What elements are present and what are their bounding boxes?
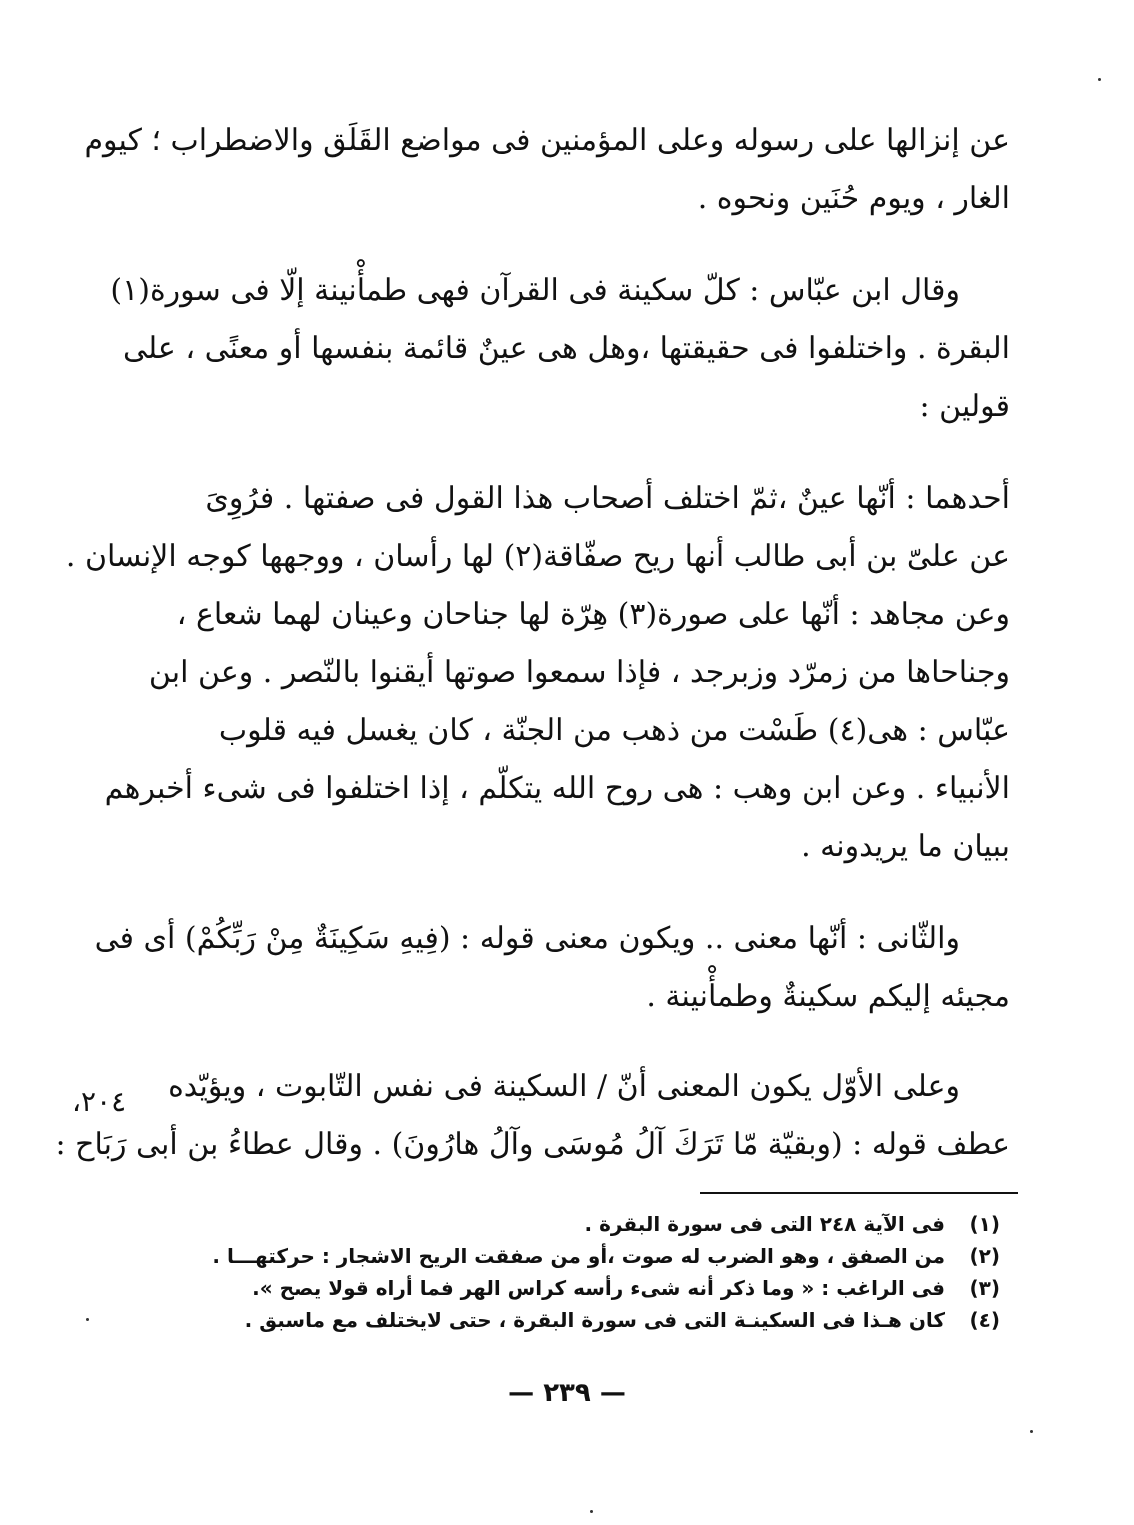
page-number: — ٢٣٩ — xyxy=(508,1378,626,1408)
scan-speck xyxy=(1030,1430,1033,1433)
text-line: وجناحاها من زمرّد وزبرجد ، فإذا سمعوا صوتها أيقنوا بالنّصر . وعن ابن xyxy=(148,655,1010,690)
text-line: أحدهما : أنّها عينٌ ،ثمّ اختلف أصحاب هذا القول فى صفتها . فرُوِىَ xyxy=(205,481,1010,516)
text-line: الأنبياء . وعن ابن وهب : هى روح الله يتكلّم ، إذا اختلفوا فى شىء أخبرهم xyxy=(104,771,1010,806)
text-line: الغار ، ويوم حُنَين ونحوه . xyxy=(697,181,1010,216)
text-line: عبّاس : هى(٤) طَسْت من ذهب من الجنّة ، كان يغسل فيه قلوب xyxy=(218,713,1010,748)
scan-speck xyxy=(86,1318,89,1321)
footnote-number: (٤) xyxy=(969,1308,1000,1332)
text-line: والثّانى : أنّها معنى .. ويكون معنى قوله : (فِيهِ سَكِينَةٌ مِنْ رَبِّكُمْ) أى فى xyxy=(94,921,960,956)
text-line: وقال ابن عبّاس : كلّ سكينة فى القرآن فهى طمأْنينة إلّا فى سورة(١) xyxy=(110,273,960,308)
footnote-text: فى الراغب : « وما ذكر أنه شىء رأسه كراس الهر فما أراه قولا يصح ». xyxy=(252,1276,946,1300)
footnote xyxy=(150,1240,1000,1272)
text-line: عن إنزالها على رسوله وعلى المؤمنين فى مواضع القَلَق والاضطراب ؛ كيوم xyxy=(84,123,1010,158)
text-line: مجيئه إليكم سكينةٌ وطمأْنينة . xyxy=(646,979,1010,1014)
footnote xyxy=(150,1272,1000,1304)
paragraph-1 xyxy=(84,112,1010,228)
text-line: عطف قوله : (وبقيّة مّا تَرَكَ آلُ مُوسَى وآلُ هارُونَ) . وقال عطاءُ بن أبى رَبَاح : xyxy=(55,1127,1010,1162)
footnote-text: كان هـذا فى السكينـة التى فى سورة البقرة ، حتى لايختلف مع ماسبق . xyxy=(244,1308,946,1332)
footnote-separator xyxy=(700,1192,1018,1194)
text-line: وعن مجاهد : أنّها على صورة(٣) هِرّة لها جناحان وعينان لهما شعاع ، xyxy=(176,597,1010,632)
scan-speck xyxy=(590,1510,593,1513)
footnote-number: (٣) xyxy=(969,1276,1000,1300)
footnote xyxy=(150,1208,1000,1240)
scan-speck xyxy=(1098,78,1101,81)
paragraph-4 xyxy=(94,910,1010,1026)
footnote-text: من الصفق ، وهو الضرب له صوت ،أو من صفقت الريح الاشجار : حركتهـــا . xyxy=(212,1244,946,1268)
text-line: وعلى الأوّل يكون المعنى أنّ / السكينة فى نفس التّابوت ، ويؤيّده xyxy=(168,1069,960,1104)
text-line: قولين : xyxy=(919,389,1010,424)
footnotes xyxy=(150,1208,1000,1336)
footnote xyxy=(150,1304,1000,1336)
paragraph-2 xyxy=(110,262,1010,436)
footnote-number: (١) xyxy=(969,1212,1000,1236)
text-line: عن علىّ بن أبى طالب أنها ريح صفّاقة(٢) لها رأسان ، ووجهها كوجه الإنسان . xyxy=(65,539,1010,574)
footnote-text: فى الآية ٢٤٨ التى فى سورة البقرة . xyxy=(584,1212,946,1236)
text-line: ببيان ما يريدونه . xyxy=(801,829,1010,864)
footnote-number: (٢) xyxy=(969,1244,1000,1268)
margin-page-reference: ٢٠٤، xyxy=(72,1085,127,1118)
text-line: البقرة . واختلفوا فى حقيقتها ،وهل هى عينٌ قائمة بنفسها أو معنًى ، على xyxy=(123,331,1010,366)
paragraph-3 xyxy=(65,470,1010,876)
